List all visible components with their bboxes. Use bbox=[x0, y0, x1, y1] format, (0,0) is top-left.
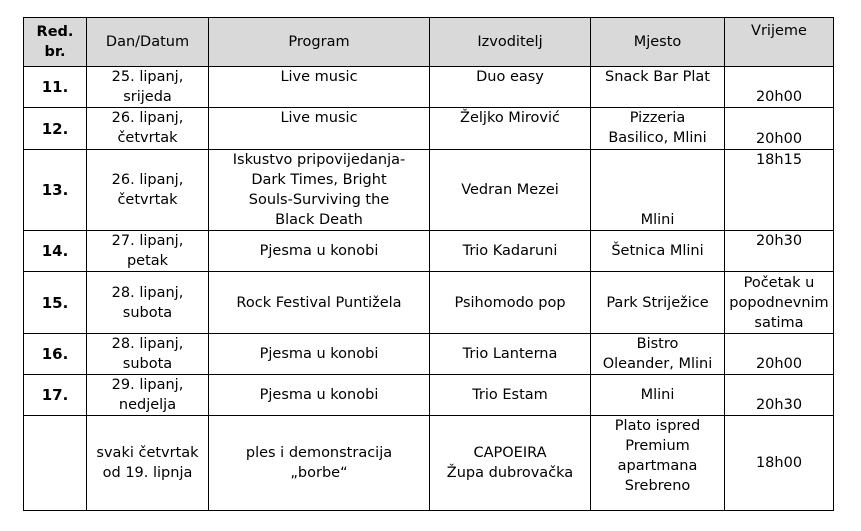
table-row bbox=[24, 375, 834, 416]
place-cell: Park Striježice bbox=[591, 272, 725, 334]
time-cell: 20h00 bbox=[725, 334, 834, 375]
header-vrijeme: Vrijeme bbox=[725, 18, 834, 67]
header-dan-datum: Dan/Datum bbox=[87, 18, 209, 67]
header-program: Program bbox=[209, 18, 430, 67]
place-cell: Mlini bbox=[591, 375, 725, 416]
performer-cell: Željko Mirović bbox=[430, 108, 591, 150]
schedule-body bbox=[24, 67, 834, 511]
row-number: 15. bbox=[24, 272, 87, 334]
row-number: 11. bbox=[24, 67, 87, 108]
time-cell: 18h00 bbox=[725, 416, 834, 511]
time-cell: 20h00 bbox=[725, 108, 834, 150]
program-cell: Live music bbox=[209, 108, 430, 150]
header-izvoditelj: Izvoditelj bbox=[430, 18, 591, 67]
date-cell: svaki četvrtak od 19. lipnja bbox=[87, 416, 209, 511]
date-cell: 26. lipanj, četvrtak bbox=[87, 108, 209, 150]
header-red-br: Red. br. bbox=[24, 18, 87, 67]
row-number bbox=[24, 416, 87, 511]
performer-cell: Vedran Mezei bbox=[430, 150, 591, 231]
program-cell: Iskustvo pripovijedanja- Dark Times, Bright Souls-Surviving the Black Death bbox=[209, 150, 430, 231]
place-cell: Snack Bar Plat bbox=[591, 67, 725, 108]
place-cell: Plato ispred Premium apartmana Srebreno bbox=[591, 416, 725, 511]
header-mjesto: Mjesto bbox=[591, 18, 725, 67]
date-cell: 28. lipanj, subota bbox=[87, 334, 209, 375]
row-number: 12. bbox=[24, 108, 87, 150]
program-cell: ples i demonstracija „borbe“ bbox=[209, 416, 430, 511]
date-cell: 25. lipanj, srijeda bbox=[87, 67, 209, 108]
time-cell: 20h30 bbox=[725, 375, 834, 416]
schedule-table-wrapper bbox=[23, 17, 834, 511]
table-row bbox=[24, 108, 834, 150]
performer-cell: Psihomodo pop bbox=[430, 272, 591, 334]
time-cell: 20h30 bbox=[725, 231, 834, 272]
performer-cell: Trio Kadaruni bbox=[430, 231, 591, 272]
place-cell: Mlini bbox=[591, 150, 725, 231]
time-cell: Početak u popodnevnim satima bbox=[725, 272, 834, 334]
date-cell: 27. lipanj, petak bbox=[87, 231, 209, 272]
row-number: 16. bbox=[24, 334, 87, 375]
program-cell: Live music bbox=[209, 67, 430, 108]
place-cell: Pizzeria Basilico, Mlini bbox=[591, 108, 725, 150]
time-cell: 20h00 bbox=[725, 67, 834, 108]
time-cell: 18h15 bbox=[725, 150, 834, 231]
date-cell: 29. lipanj, nedjelja bbox=[87, 375, 209, 416]
table-row bbox=[24, 150, 834, 231]
row-number: 14. bbox=[24, 231, 87, 272]
place-cell: Bistro Oleander, Mlini bbox=[591, 334, 725, 375]
date-cell: 28. lipanj, subota bbox=[87, 272, 209, 334]
performer-cell: Trio Lanterna bbox=[430, 334, 591, 375]
header-row bbox=[24, 18, 834, 67]
program-cell: Pjesma u konobi bbox=[209, 231, 430, 272]
table-row bbox=[24, 272, 834, 334]
program-cell: Rock Festival Puntižela bbox=[209, 272, 430, 334]
place-cell: Šetnica Mlini bbox=[591, 231, 725, 272]
performer-cell: CAPOEIRA Župa dubrovačka bbox=[430, 416, 591, 511]
program-cell: Pjesma u konobi bbox=[209, 334, 430, 375]
performer-cell: Trio Estam bbox=[430, 375, 591, 416]
table-row bbox=[24, 416, 834, 511]
table-row bbox=[24, 334, 834, 375]
schedule-table bbox=[23, 17, 834, 511]
date-cell: 26. lipanj, četvrtak bbox=[87, 150, 209, 231]
performer-cell: Duo easy bbox=[430, 67, 591, 108]
program-cell: Pjesma u konobi bbox=[209, 375, 430, 416]
row-number: 17. bbox=[24, 375, 87, 416]
table-row bbox=[24, 67, 834, 108]
table-row bbox=[24, 231, 834, 272]
row-number: 13. bbox=[24, 150, 87, 231]
